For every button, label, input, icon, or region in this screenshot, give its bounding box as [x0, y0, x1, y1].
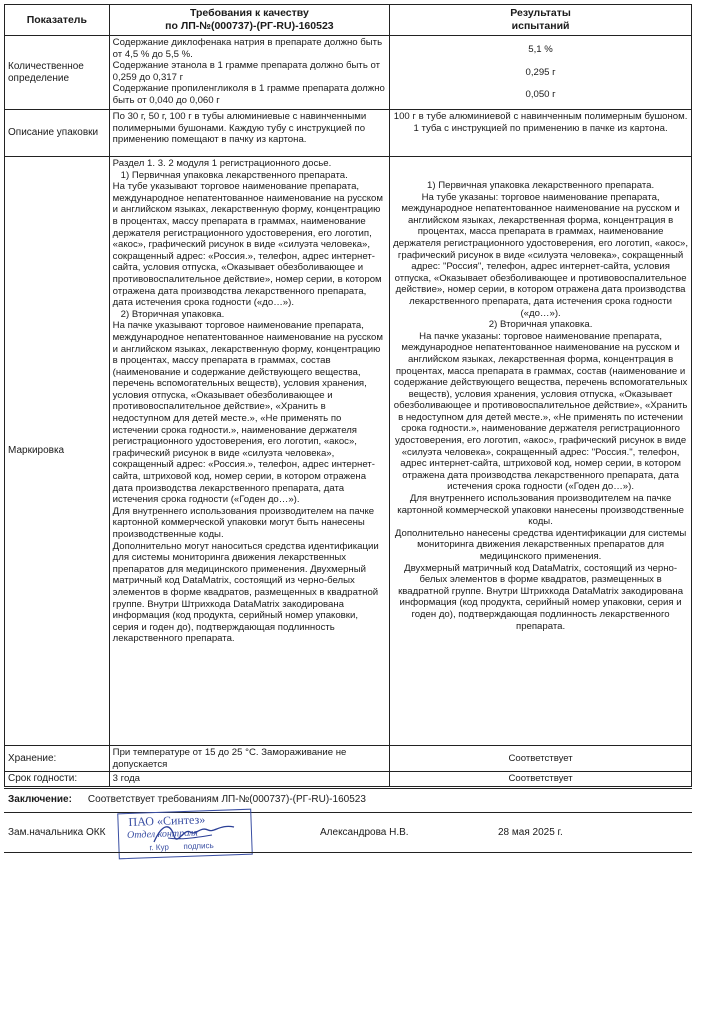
quantity-res-3: 0,050 г — [525, 89, 556, 101]
marking-res-4: На пачке указаны: торговое наименование препарата, международное непатентованное наименование на русском и английском языках, лекарственная форма, концентрация в процентах, масса препарата в граммах, состав (наименование и содержание действующего вещества, перечень вспомогательных веществ), условия хранения, условия отпуска, «Оказывает обезболивающее и противовоспалительное действие», «Хранить в недоступном для детей месте.», «Не применять по истечении срока годности.», наименование держателя регистрационного удостоверения, его логотип, «акос», графический рисунок в виде «силуэта человека», сокращенный адрес: "Россия.", телефон, адрес интернет-сайта, штриховой код, номер серии, в котором отражена дата производства лекарственного препарата, дата истечения срока годности («Годен до…»). — [393, 330, 688, 493]
handwritten-signature-icon — [150, 818, 240, 848]
marking-req-5: На пачке указывают торговое наименование препарата, международное непатентованное наименование на русском и английском языках, лекарственную форму, концентрацию в процентах, массу препарата в граммах, состав (наименование и содержание действующего вещества, перечень вспомогательных веществ), условия хранения, условия отпуска, «Оказывает обезболивающее и противовоспалительное действие», «Хранить в недоступном для детей месте.», «Не применять по истечении срока годности.», наименование держателя регистрационного удостоверения, его логотип, «акос», графический рисунок в виде «силуэта человека», сокращенный адрес: «Россия.», телефон, адрес интернет-сайта, штриховой код, номер серии, в котором отражена дата производства лекарственного препарата, дата истечения срока годности («Годен до…»). — [112, 320, 383, 506]
shelf-life-requirements: 3 года — [109, 772, 389, 787]
row-label-storage: Хранение: — [5, 746, 110, 772]
row-label-shelf-life: Срок годности: — [5, 772, 110, 787]
quantity-req-1: Содержание диклофенака натрия в препарате должно быть от 4,5 % до 5,5 %. — [112, 37, 383, 60]
marking-req-3: На тубе указывают торговое наименование препарата, международное непатентованное наименование на русском и английском языках, лекарственную форму, концентрацию в процентах, массу препарата в граммах, наименование держателя регистрационного удостоверения, его логотип, «акос», графический рисунок в виде «силуэта человека», сокращенный адрес: «Россия.», телефон, адрес интернет-сайта, условия отпуска, «Оказывает обезболивающее и противовоспалительное действие», номер серии, в котором отражена дата производства лекарственного препарата, дата истечения срока годности («до…»). — [112, 181, 383, 309]
row-label-quantity: Количественное определение — [5, 36, 110, 110]
marking-req-1: Раздел 1. 3. 2 модуля 1 регистрационного досье. — [112, 158, 332, 169]
header-requirements — [109, 5, 389, 36]
quality-report-page — [4, 4, 692, 787]
signer-name: Александрова Н.В. — [320, 827, 409, 838]
stamp-line-4: подпись — [183, 841, 214, 852]
marking-res-6: Дополнительно нанесены средства идентификации для системы мониторинга движения лекарственных препаратов для медицинского применения. — [394, 527, 687, 562]
marking-req-6: Для внутреннего использования производителем на пачке картонной коммерческой упаковки могут быть нанесены производственные коды. — [112, 505, 375, 540]
quantity-res-1: 5,1 % — [528, 44, 553, 55]
table-header-row — [5, 5, 692, 36]
quantity-results — [390, 36, 692, 110]
packaging-requirements: По 30 г, 50 г, 100 г в тубы алюминиевые с навинченными полимерными бушонами. Каждую тубу с инструкцией по применению помещают в пачку из картона. — [109, 110, 389, 157]
storage-results: Соответствует — [390, 746, 692, 772]
header-requirements-line2: по ЛП-№(000737)-(РГ-RU)-160523 — [165, 20, 334, 32]
quantity-requirements — [109, 36, 389, 110]
quantity-res-2: 0,295 г — [525, 66, 556, 78]
table-row-shelf-life — [5, 772, 692, 787]
results-table — [4, 4, 692, 787]
marking-res-3: 2) Вторичная упаковка. — [488, 319, 593, 331]
row-label-packaging: Описание упаковки — [5, 110, 110, 157]
shelf-life-results: Соответствует — [390, 772, 692, 787]
packaging-res-2: 1 туба с инструкцией по применению в пачке из картона. — [413, 122, 668, 134]
storage-requirements: При температуре от 15 до 25 °С. Замораживание не допускается — [109, 746, 389, 772]
divider-bottom — [4, 852, 692, 853]
signature-date: 28 мая 2025 г. — [498, 827, 563, 838]
stamp-line-2: Отдел контроля — [126, 827, 199, 842]
table-row-marking — [5, 157, 692, 746]
marking-res-2: На тубе указаны: торговое наименование препарата, международное непатентованное наименование на русском и английском языках, лекарственная форма, концентрация в процентах, масса препарата в граммах, наименование держателя регистрационного удостоверения, его логотип, «акос», графический рисунок в виде «силуэта человека», сокращенный адрес: "Россия", телефон, адрес интернет-сайта, условия отпуска, «Оказывает обезболивающее и противовоспалительное действие», номер серии, в котором отражена дата производства лекарственного препарата, дата истечения срока годности («до…»). — [393, 191, 689, 319]
packaging-results — [390, 110, 692, 157]
marking-requirements — [109, 157, 389, 746]
marking-res-1: 1) Первичная упаковка лекарственного препарата. — [427, 180, 655, 191]
quantity-req-3: Содержание пропиленгликоля в 1 грамме препарата должно быть от 0,040 до 0,060 г — [112, 83, 385, 106]
quantity-req-2: Содержание этанола в 1 грамме препарата должно быть от 0,259 до 0,317 г — [112, 60, 381, 83]
packaging-res-1: 100 г в тубе алюминиевой с навинченным полимерным бушоном. — [393, 111, 688, 122]
header-results-line2: испытаний — [511, 20, 570, 32]
table-row-quantity — [5, 36, 692, 110]
header-results-line1: Результаты — [510, 7, 571, 19]
divider-top — [4, 788, 692, 789]
marking-req-4: 2) Вторичная упаковка. — [120, 308, 225, 320]
stamp-line-3: г. Кур — [149, 842, 170, 853]
marking-res-7: Двухмерный матричный код DataMatrix, состоящий из черно-белых элементов в форме квадратов, размещенных в квадратной группе. Внутри Штрихкода DataMatrix закодирована информация (код продукта, серийный номер упаковки, серия и годен до), подтверждающая подлинность лекарственного препарата. — [398, 562, 684, 632]
marking-req-7: Дополнительно могут наноситься средства идентификации для системы мониторинга движения лекарственных препаратов для медицинского применения. Двухмерный матричный код DataMatrix, состоящий из черно-белых элементов в форме квадратов, размещенных в квадратной группе. Внутри Штрихкода DataMatrix закодирована информация (код продукта, серийный номер упаковки, серия и годен до), подтверждающая подлинность лекарственного препарата. — [112, 540, 379, 645]
header-indicator: Показатель — [5, 5, 110, 36]
marking-req-2: 1) Первичная упаковка лекарственного препарата. — [120, 169, 348, 181]
row-label-marking: Маркировка — [5, 157, 110, 746]
divider-middle — [4, 812, 692, 813]
header-results — [390, 5, 692, 36]
conclusion — [8, 794, 366, 805]
marking-res-5: Для внутреннего использования производителем на пачке картонной коммерческой упаковки нанесены производственные коды. — [397, 493, 684, 528]
stamp-line-1: ПАО «Синтез» — [128, 812, 206, 829]
conclusion-label: Заключение: — [8, 794, 72, 805]
table-row-storage — [5, 746, 692, 772]
marking-results — [390, 157, 692, 746]
signer-role: Зам.начальника ОКК — [8, 827, 106, 838]
header-requirements-line1: Требования к качеству — [189, 7, 309, 19]
table-row-packaging — [5, 110, 692, 157]
conclusion-text: Соответствует требованиям ЛП-№(000737)-(РГ-RU)-160523 — [87, 794, 366, 805]
